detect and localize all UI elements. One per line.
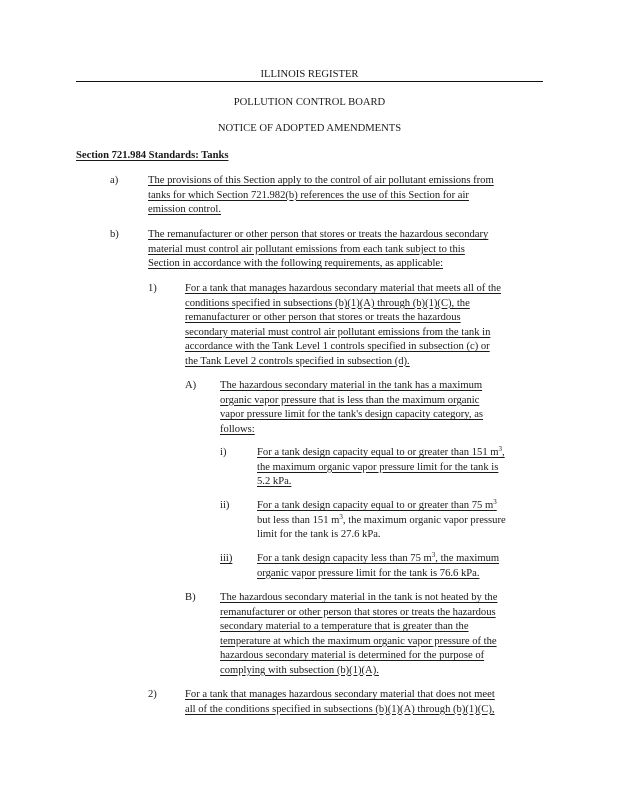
item-b1B-line: secondary material to a temperature that is greater than the bbox=[220, 621, 469, 632]
item-b-line: material must control air pollutant emissions from each tank subject to this bbox=[148, 243, 465, 255]
header-rule bbox=[76, 81, 543, 82]
item-b1B-line: hazardous secondary material is determined for the purpose of bbox=[220, 650, 485, 661]
item-a-line: tanks for which Section 721.982(b) references the use of this Section for air bbox=[148, 189, 469, 201]
item-b1-line: accordance with the Tank Level 1 controls specified in subsection (c) or bbox=[185, 341, 490, 352]
item-b1-line: For a tank that manages hazardous secondary material that meets all of the bbox=[185, 283, 501, 294]
item-a-marker: a) bbox=[110, 175, 119, 186]
item-b1B-line: temperature at which the maximum organic vapor pressure of the bbox=[220, 635, 497, 647]
item-b1Aii-line: but less than 151 $m^3$, the maximum organic vapor pressure bbox=[257, 512, 506, 526]
item-b1B-line: remanufacturer or other person that stores or treats the hazardous bbox=[220, 606, 496, 618]
item-b1B-line: complying with subsection (b)(1)(A). bbox=[220, 664, 379, 676]
item-b1-line: conditions specified in subsections (b)(1)(A) through (b)(1)(C), the bbox=[185, 297, 470, 309]
item-b1-marker: 1) bbox=[148, 283, 157, 294]
item-b1Aiii-marker: iii) bbox=[220, 553, 233, 564]
item-a-line: emission control. bbox=[148, 204, 221, 215]
item-b2-line: all of the conditions specified in subsections (b)(1)(A) through (b)(1)(C), bbox=[185, 703, 495, 715]
item-b1A-line: organic vapor pressure that is less than the maximum organic bbox=[220, 394, 480, 406]
item-b1A-marker: A) bbox=[185, 380, 197, 391]
register-title: ILLINOIS REGISTER bbox=[260, 69, 359, 80]
item-b1Ai-marker: i) bbox=[220, 447, 227, 458]
item-b1B-marker: B) bbox=[185, 592, 196, 603]
item-b1Ai-line: 5.2 kPa. bbox=[257, 476, 292, 487]
item-b1-line: the Tank Level 2 controls specified in subsection (d). bbox=[185, 355, 410, 367]
item-b1A-line: vapor pressure limit for the tank's design capacity category, as bbox=[220, 409, 484, 420]
item-b2-marker: 2) bbox=[148, 689, 157, 700]
item-b1Ai-line: the maximum organic vapor pressure limit for the tank is bbox=[257, 461, 499, 473]
item-b1Ai-line: For a tank design capacity equal to or greater than 151 $m^3$, bbox=[257, 445, 505, 458]
item-b1Aiii-line: organic vapor pressure limit for the tank is 76.6 kPa. bbox=[257, 567, 480, 579]
item-b-line: The remanufacturer or other person that stores or treats the hazardous secondary bbox=[148, 229, 489, 240]
board-title: POLLUTION CONTROL BOARD bbox=[233, 97, 386, 108]
item-b2-line: For a tank that manages hazardous secondary material that does not meet bbox=[185, 689, 495, 700]
item-b1Aii-marker: ii) bbox=[220, 500, 230, 511]
item-b1Aii-line: For a tank design capacity equal to or greater than 75 $m^3$ bbox=[257, 498, 497, 511]
item-b1-line: remanufacturer or other person that stores or treats the hazardous bbox=[185, 312, 461, 323]
item-b1B-line: The hazardous secondary material in the tank is not heated by the bbox=[220, 592, 498, 603]
item-b1A-line: The hazardous secondary material in the tank has a maximum bbox=[220, 380, 483, 391]
item-b-marker: b) bbox=[110, 229, 119, 240]
item-b1A-line: follows: bbox=[220, 423, 255, 435]
item-b1Aiii-line: For a tank design capacity less than 75 $m^3$, the maximum bbox=[257, 551, 500, 564]
item-b1-line: secondary material must control air pollutant emissions from the tank in bbox=[185, 326, 491, 338]
notice-title: NOTICE OF ADOPTED AMENDMENTS bbox=[217, 123, 402, 134]
section-heading: Section 721.984 Standards: Tanks bbox=[76, 150, 229, 161]
item-b-line: Section in accordance with the following requirements, as applicable: bbox=[148, 258, 444, 269]
item-a-line: The provisions of this Section apply to the control of air pollutant emissions from bbox=[148, 175, 494, 186]
item-b1Aii-line: limit for the tank is 27.6 kPa. bbox=[257, 529, 381, 540]
